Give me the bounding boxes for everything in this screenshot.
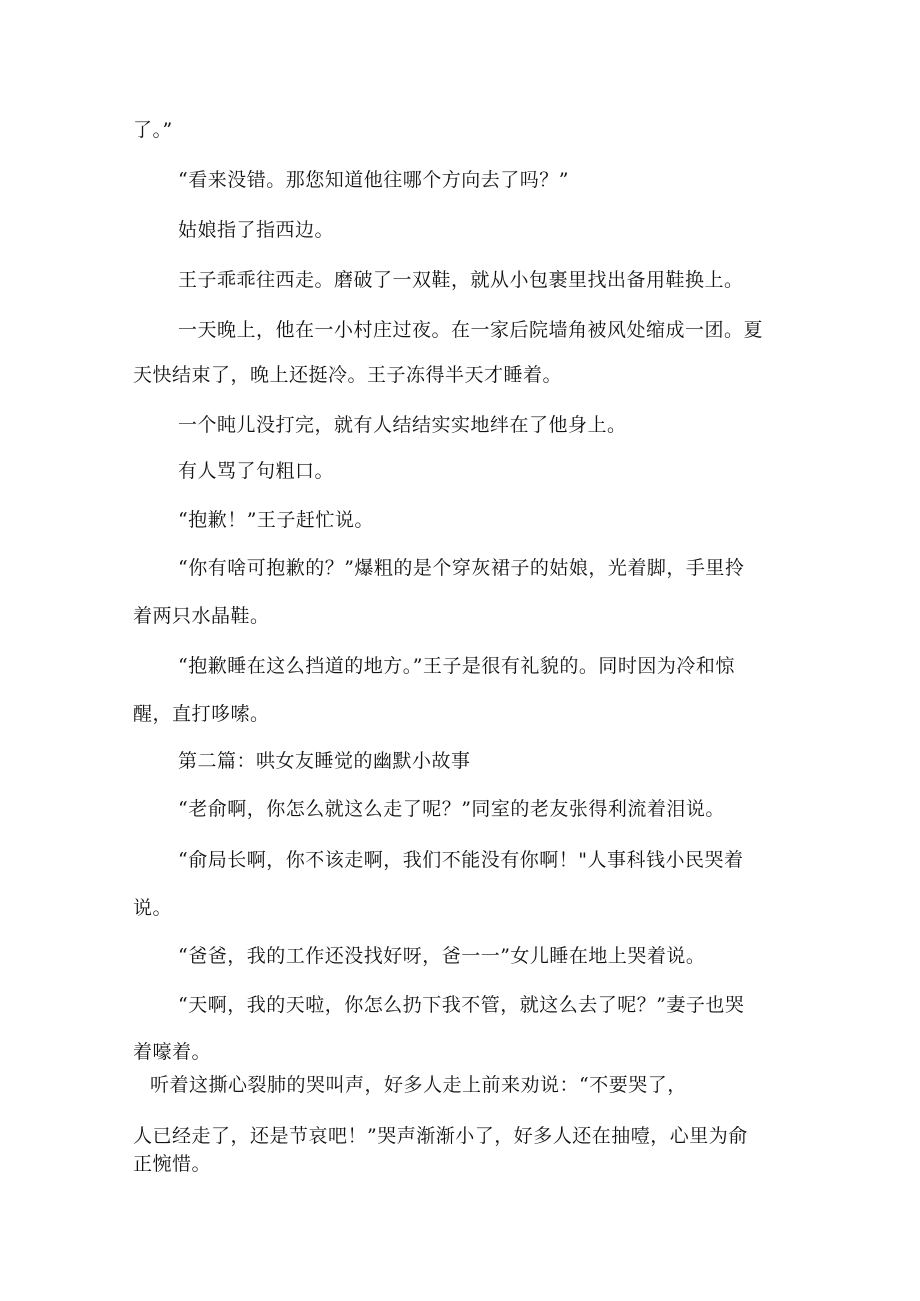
text-line: 醒，直打哆嗦。 [133,703,270,725]
text-line: 了。” [133,119,173,141]
text-line: 天快结束了，晚上还挺冷。王子冻得半天才睡着。 [133,364,563,386]
text-line: “抱歉睡在这么挡道的地方。”王子是很有礼貌的。同时因为冷和惊 [178,655,735,677]
text-line: “你有啥可抱歉的？”爆粗的是个穿灰裙子的姑娘，光着脚，手里拎 [178,557,745,579]
text-line: 说。 [133,897,173,919]
section-heading: 第二篇：哄女友睡觉的幽默小故事 [178,750,471,772]
text-line: 人已经走了，还是节哀吧！”哭声渐渐小了，好多人还在抽噎，心里为俞 [133,1125,748,1147]
text-line: 王子乖乖往西走。磨破了一双鞋，就从小包裹里找出备用鞋换上。 [178,269,744,291]
text-line: 姑娘指了指西边。 [178,219,335,241]
text-line: “抱歉！”王子赶忙说。 [178,509,374,531]
text-line: “天啊，我的天啦，你怎么扔下我不管，就这么去了呢？”妻子也哭 [178,994,745,1016]
text-line: “看来没错。那您知道他往哪个方向去了吗？” [178,169,569,191]
text-line: “老俞啊，你怎么就这么走了呢？”同室的老友张得利流着泪说。 [178,798,725,820]
text-line: 正惋惜。 [133,1153,212,1175]
text-line: 有人骂了句粗口。 [178,460,335,482]
text-line: 听着这撕心裂肺的哭叫声，好多人走上前来劝说：“不要哭了， [150,1074,687,1096]
text-line: “俞局长啊，你不该走啊，我们不能没有你啊！"人事科钱小民哭着 [178,849,744,871]
text-line: 一个盹儿没打完，就有人结结实实地绊在了他身上。 [178,414,627,436]
text-line: 着两只水晶鞋。 [133,605,270,627]
text-line: 一天晚上，他在一小村庄过夜。在一家后院墙角被风处缩成一团。夏 [178,319,764,341]
text-line: 着嚎着。 [133,1041,212,1063]
text-line: “爸爸，我的工作还没找好呀，爸一一”女儿睡在地上哭着说。 [178,945,706,967]
